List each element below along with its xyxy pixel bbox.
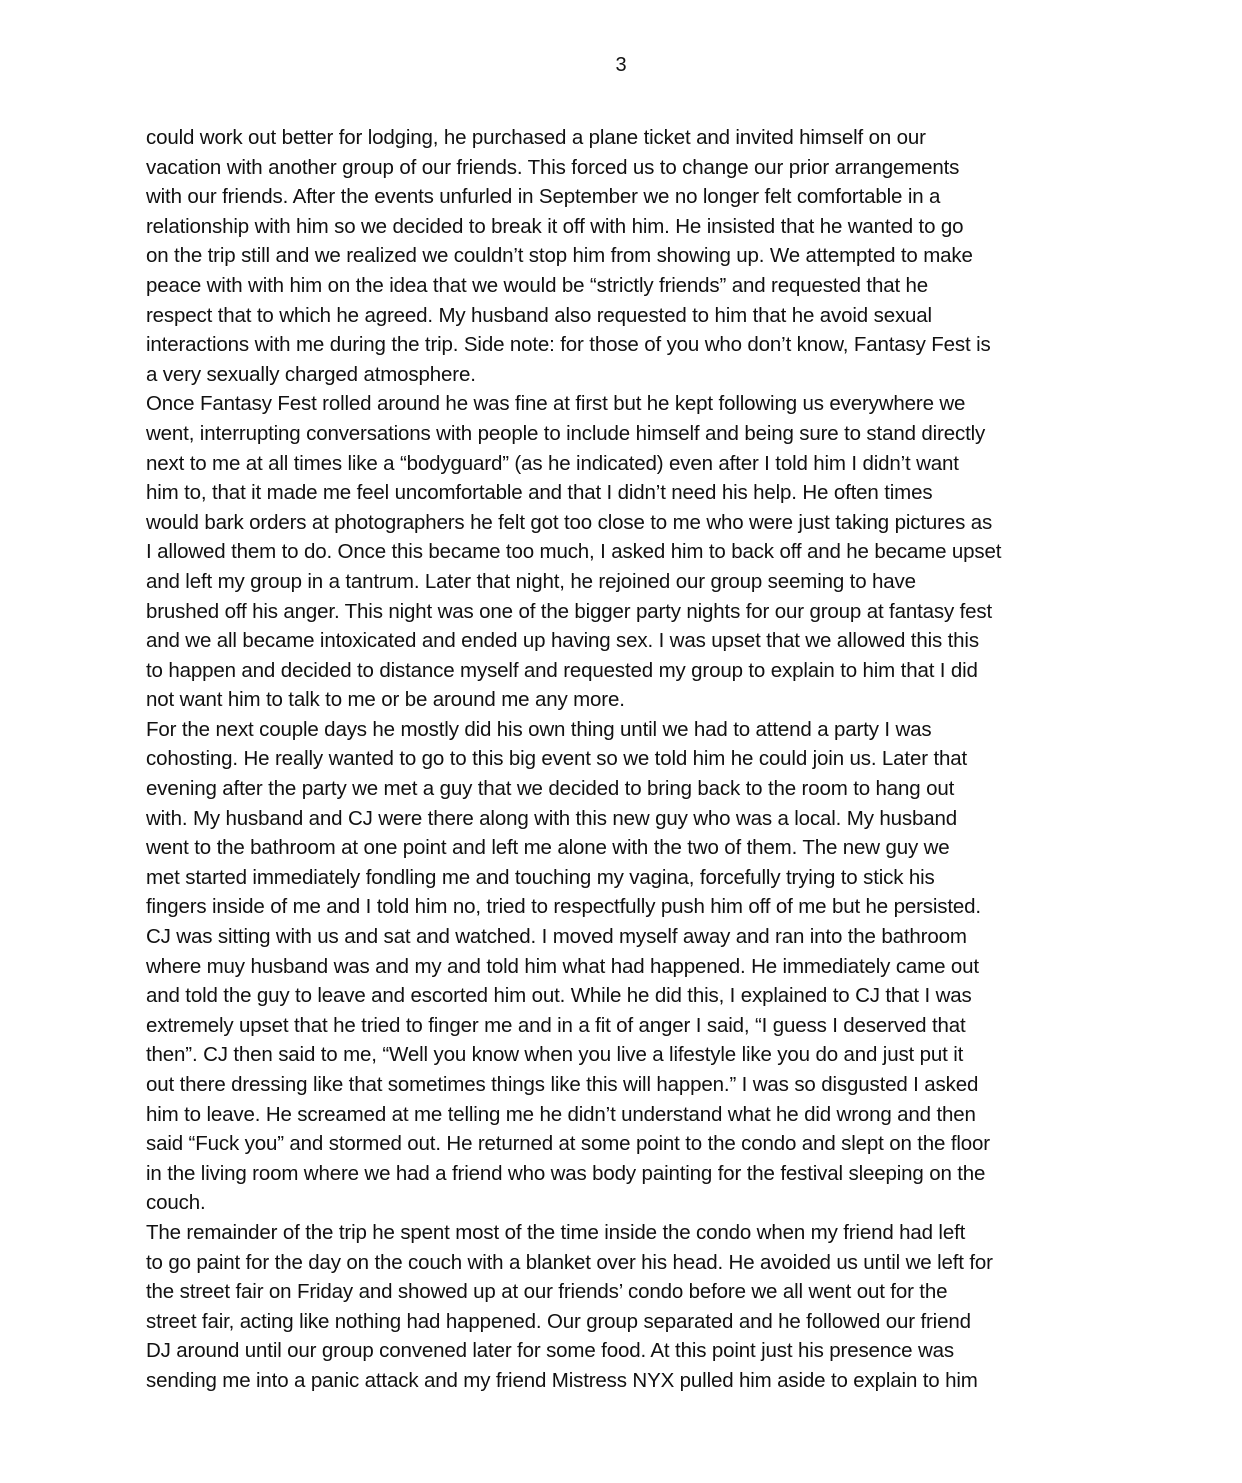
text-line: with. My husband and CJ were there along with this new guy who was a local. My husband [146,806,957,830]
text-line: brushed off his anger. This night was one of the bigger party nights for our group at fantasy fest [146,599,993,623]
body-text [146,123,1106,1396]
text-line: cohosting. He really wanted to go to this big event so we told him he could join us. Later that [146,747,968,771]
text-line: and we all became intoxicated and ended up having sex. I was upset that we allowed this this [146,629,979,653]
text-line: where muy husband was and my and told him what had happened. He immediately came out [146,954,979,978]
text-line: went to the bathroom at one point and left me alone with the two of them. The new guy we [146,836,950,860]
text-line: the street fair on Friday and showed up at our friends’ condo before we all went out for the [146,1280,948,1304]
text-line: peace with with him on the idea that we would be “strictly friends” and requested that he [146,273,929,297]
text-line: couch. [146,1191,206,1215]
text-line: to go paint for the day on the couch with a blanket over his head. He avoided us until we left for [146,1250,993,1274]
text-line: CJ was sitting with us and sat and watched. I moved myself away and ran into the bathroom [146,925,967,949]
text-line: interactions with me during the trip. Side note: for those of you who don’t know, Fantasy Fest is [146,333,991,357]
text-line: I allowed them to do. Once this became too much, I asked him to back off and he became upset [146,540,1002,564]
text-line: fingers inside of me and I told him no, tried to respectfully push him off of me but he persisted. [146,895,981,919]
text-line: next to me at all times like a “bodyguard” (as he indicated) even after I told him I didn’t want [146,451,959,475]
text-line: then”. CJ then said to me, “Well you know when you live a lifestyle like you do and just put it [146,1043,964,1067]
text-line: a very sexually charged atmosphere. [146,362,476,386]
text-line: sending me into a panic attack and my friend Mistress NYX pulled him aside to explain to him [146,1368,978,1392]
text-line: For the next couple days he mostly did his own thing until we had to attend a party I was [146,717,932,741]
text-line: DJ around until our group convened later for some food. At this point just his presence was [146,1339,954,1363]
text-line: with our friends. After the events unfurled in September we no longer felt comfortable in a [146,185,941,209]
text-line: respect that to which he agreed. My husband also requested to him that he avoid sexual [146,303,932,327]
page-number: 3 [615,54,627,76]
text-line: street fair, acting like nothing had happened. Our group separated and he followed our friend [146,1309,971,1333]
text-line: vacation with another group of our friends. This forced us to change our prior arrangements [146,155,960,179]
text-line: said “Fuck you” and stormed out. He returned at some point to the condo and slept on the floor [146,1132,990,1156]
text-line: Once Fantasy Fest rolled around he was fine at first but he kept following us everywhere we [146,392,966,416]
text-line: evening after the party we met a guy that we decided to bring back to the room to hang out [146,777,955,801]
text-line: relationship with him so we decided to break it off with him. He insisted that he wanted to go [146,214,964,238]
text-line: on the trip still and we realized we couldn’t stop him from showing up. We attempted to make [146,244,973,268]
text-line: out there dressing like that sometimes things like this will happen.” I was so disgusted I asked [146,1073,979,1096]
text-line: went, interrupting conversations with people to include himself and being sure to stand directly [146,421,986,445]
text-line: extremely upset that he tried to finger me and in a fit of anger I said, “I guess I deserved that [146,1013,966,1037]
text-line: him to leave. He screamed at me telling me he didn’t understand what he did wrong and then [146,1102,976,1126]
text-line: him to, that it made me feel uncomfortable and that I didn’t need his help. He often times [146,481,933,505]
text-line: and left my group in a tantrum. Later that night, he rejoined our group seeming to have [146,569,916,593]
text-line: could work out better for lodging, he purchased a plane ticket and invited himself on our [146,126,926,149]
text-line: and told the guy to leave and escorted him out. While he did this, I explained to CJ that I was [146,984,972,1008]
text-line: not want him to talk to me or be around me any more. [146,688,625,712]
text-line: in the living room where we had a friend who was body painting for the festival sleeping on the [146,1161,986,1185]
text-line: to happen and decided to distance myself and requested my group to explain to him that I did [146,658,978,682]
text-line: The remainder of the trip he spent most of the time inside the condo when my friend had left [146,1220,966,1244]
text-line: would bark orders at photographers he felt got too close to me who were just taking pictures as [146,510,993,534]
text-line: met started immediately fondling me and touching my vagina, forcefully trying to stick his [146,865,935,889]
